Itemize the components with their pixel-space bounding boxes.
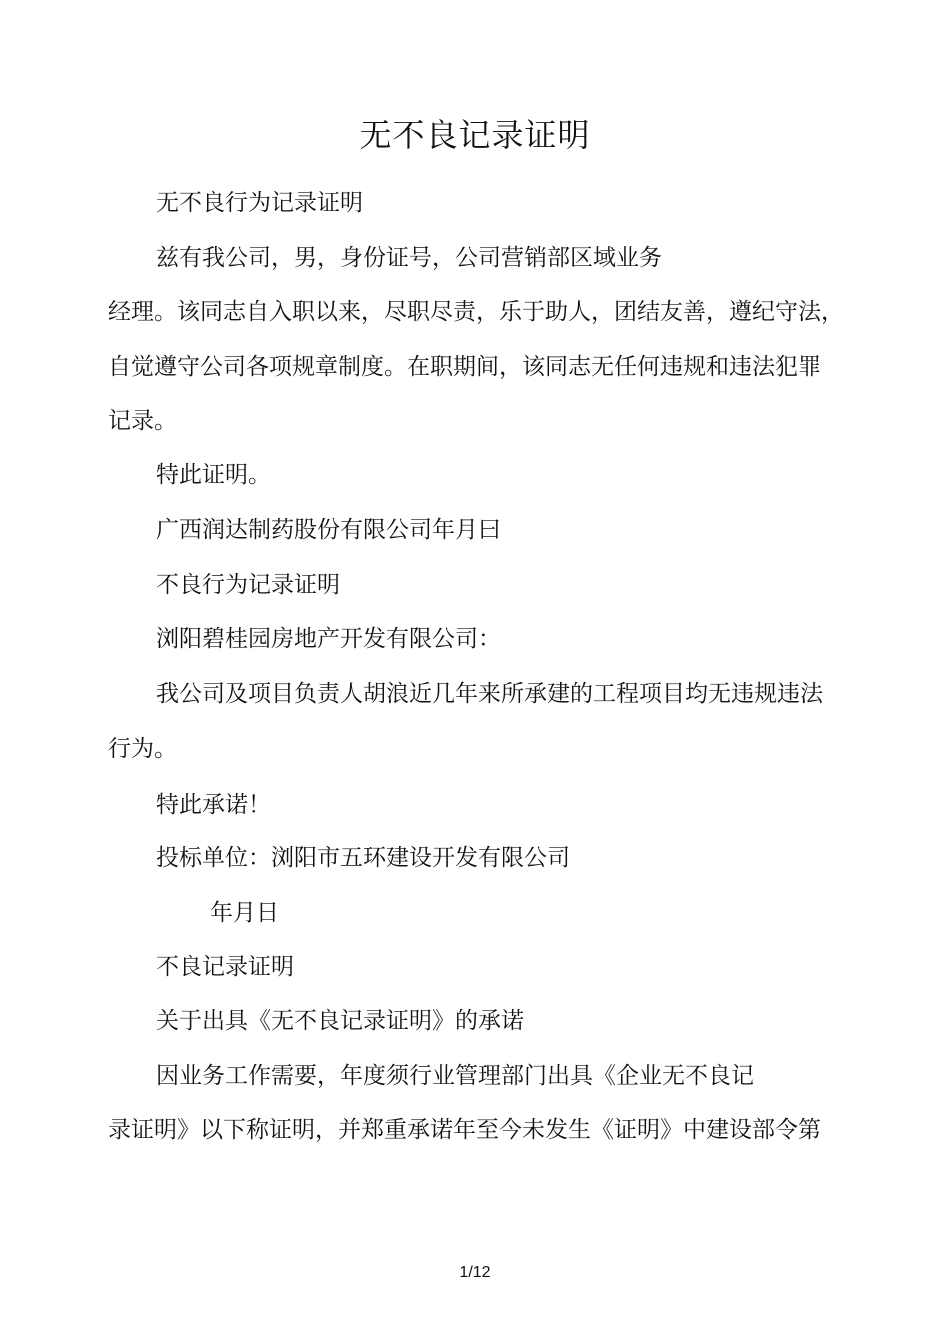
paragraph-line: 经理。该同志自入职以来，尽职尽责，乐于助人，团结友善，遵纪守法，	[108, 299, 844, 325]
heading-line: 不良记录证明	[156, 954, 294, 980]
paragraph-line: 录证明》以下称证明，并郑重承诺年至今未发生《证明》中建设部令第	[108, 1117, 821, 1143]
heading-line: 不良行为记录证明	[156, 572, 340, 598]
paragraph-line: 记录。	[108, 408, 177, 434]
addressee-line: 浏阳碧桂园房地产开发有限公司：	[156, 626, 501, 652]
paragraph-line: 特此证明。	[156, 462, 271, 488]
document-title: 无不良记录证明	[359, 116, 591, 154]
signature-line: 广西润达制药股份有限公司年月曰	[156, 517, 501, 543]
paragraph-line: 自觉遵守公司各项规章制度。在职期间，该同志无任何违规和违法犯罪	[108, 354, 821, 380]
paragraph-line: 行为。	[108, 736, 177, 762]
paragraph-line: 我公司及项目负责人胡浪近几年来所承建的工程项目均无违规违法	[156, 681, 823, 707]
paragraph-line: 特此承诺！	[156, 792, 271, 818]
paragraph-line: 兹有我公司，男，身份证号，公司营销部区域业务	[156, 245, 662, 271]
page-number: 1/12	[459, 1264, 491, 1281]
date-line: 年月日	[210, 900, 279, 926]
paragraph-line: 因业务工作需要，年度须行业管理部门出具《企业无不良记	[156, 1063, 754, 1089]
heading-line: 无不良行为记录证明	[156, 190, 363, 216]
heading-line: 关于出具《无不良记录证明》的承诺	[156, 1008, 524, 1034]
signature-line: 投标单位：浏阳市五环建设开发有限公司	[156, 845, 570, 871]
